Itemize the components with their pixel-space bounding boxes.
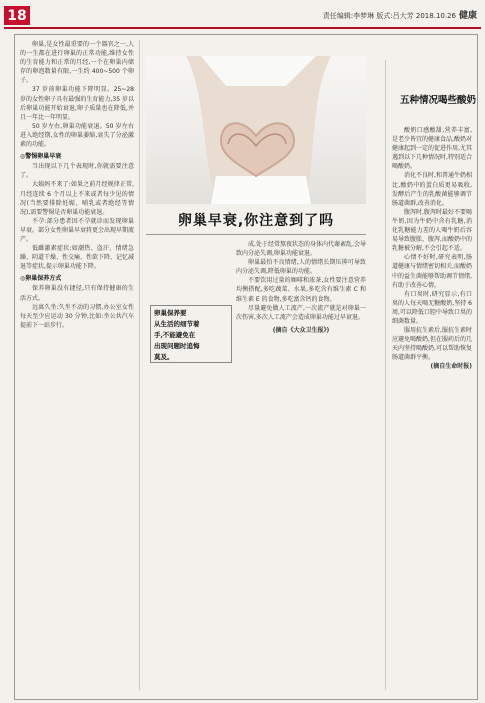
paragraph: 心情不好时,研究表明,肠道健康与情绪密切相关,而酸奶中的益生菌能够帮助调节情绪,有助于改善心情。 — [392, 254, 472, 289]
sidebar-title: 五种情况喝些酸奶 — [400, 95, 477, 106]
pullquote-line: 出现问题时追悔 — [154, 342, 200, 350]
woman-hands-heart-illustration — [146, 56, 366, 204]
pullquote-line: 从生活的细节着 — [154, 320, 200, 328]
paragraph: 服用抗生素后,服抗生素时应避免喝酸奶,但在服药后的几天内坚持喝酸奶,可以帮助恢复肠道菌群平衡。 — [392, 327, 472, 362]
paragraph: 尽量避免做人工流产,一次流产就是对卵巢一次伤害,多次人工流产会造成卵巢功能过早衰退。 — [236, 304, 366, 321]
headline-rule — [146, 234, 366, 235]
article-source: (摘自《大众卫生报》) — [272, 326, 330, 334]
paragraph: 消化不良时,和普通牛奶相比,酸奶中的蛋白质更易吸收,发酵后产生的乳酸菌能够调节肠道菌群,改善消化。 — [392, 172, 472, 207]
page-number: 18 — [4, 6, 30, 25]
header-rule — [4, 27, 481, 29]
column-divider-right — [385, 60, 386, 690]
paragraph: 远离久坐:久坐不动的习惯,办公室女性每天至少应运动 30 分钟,比如:坐公共汽车提前下一站步行。 — [20, 303, 134, 329]
section-label: 健康 — [458, 11, 477, 21]
paragraph: 卵巢最怕不良情绪,人的情绪长期压抑可导致内分泌失调,降低卵巢的功能。 — [236, 259, 366, 276]
sidebar-source: (摘自生命时报) — [430, 363, 472, 371]
left-column — [20, 40, 134, 330]
page-header — [0, 0, 485, 28]
masthead-credits: 责任编辑:李梦琳 版式:吕大芳 2018.10.26 — [322, 12, 456, 20]
paragraph: 不孕:部分患者因不孕就诊而发现卵巢早衰。部分女性卵巢早衰将更会出现早期流产。 — [20, 217, 135, 243]
paragraph: 50 岁左右,卵巢功能衰退。50 岁左右进入绝经期,女性的卵巢萎缩,衰失了分泌激素的功能。 — [20, 122, 134, 149]
paragraph: 腹泻时,腹泻时最好不要喝牛奶,因为牛奶中含有乳糖,消化乳糖能力差的人喝牛奶后容易导致腹胀、腹泻,而酸奶中的乳糖被分解,不会引起不适。 — [392, 208, 472, 253]
pullquote-line: 手,不能避免在 — [154, 331, 196, 339]
paragraph: 大姨妈不来了:如果之前月经规律正常,月经连续 6 个月以上不来或者每少见的情况(当然要排除妊娠、哺乳或者绝经等情况),需要警惕是否卵巢功能衰退。 — [20, 181, 134, 216]
column-divider-left — [139, 40, 140, 690]
paragraph: 有口臭时,研究显示,有口臭的人每天喝无糖酸奶,坚持 6 周,可以降低口腔中导致口臭的细菌数量。 — [392, 290, 472, 325]
sidebar-column — [392, 126, 472, 372]
paragraph: 低雌激素症状:如潮热、盗汗、情绪急躁、阴道干燥、性交痛、性欲下降、记忆减退等症状,提示卵巢功能下降。 — [20, 245, 135, 271]
paragraph: 成,处于经常熬夜状态的身体内代谢紊乱,会导致内分泌失调,卵巢功能衰退。 — [236, 241, 366, 258]
paragraph: 当出现以下几个表现时,你就需要注意了。 — [20, 163, 134, 180]
article-photo — [146, 56, 366, 204]
paragraph: 37 岁前卵巢功能下降明显。25~28 岁的女性卵子具有最强的生育能力,35 岁以后卵巢功能开始衰退,卵子质量也在降低,并且一年比一年明显。 — [20, 86, 134, 121]
pullquote-line: 卵巢保养要 — [154, 309, 187, 317]
paragraph: 酸奶口感酸甜,营养丰富,是老少皆宜的健康食品,酸奶对健康起到一定的促进作用,尤其遇到以下几种情况时,特别适合喝酸奶。 — [392, 127, 472, 171]
paragraph: 不要饮用过量的咖啡和浓茶,女性要注意营养均衡搭配,多吃蔬菜、水果,多吃含有维生素 C 和维生素 E 的食物,多吃富含钙的食物。 — [236, 277, 366, 303]
section-heading: ◎警惕卵巢早衰 — [20, 153, 62, 161]
middle-column — [236, 240, 366, 335]
pullquote-line: 莫及。 — [154, 353, 174, 361]
pullquote-box — [150, 305, 232, 363]
masthead — [323, 8, 477, 21]
section-heading: ◎卵巢保养方式 — [20, 275, 62, 283]
article-headline: 卵巢早衰,你注意到了吗 — [177, 213, 335, 229]
paragraph: 卵巢,是女性最重要的一个器官之一,人的一生都在进行卵巢的正常功能,维持女性的生育能力和正常的月经,一个在卵巢内储存的卵泡数量有限,一生约 400~500 个卵子。 — [20, 41, 134, 85]
paragraph: 保养卵巢没有捷径,只有保持健康的生活方式。 — [20, 285, 134, 302]
